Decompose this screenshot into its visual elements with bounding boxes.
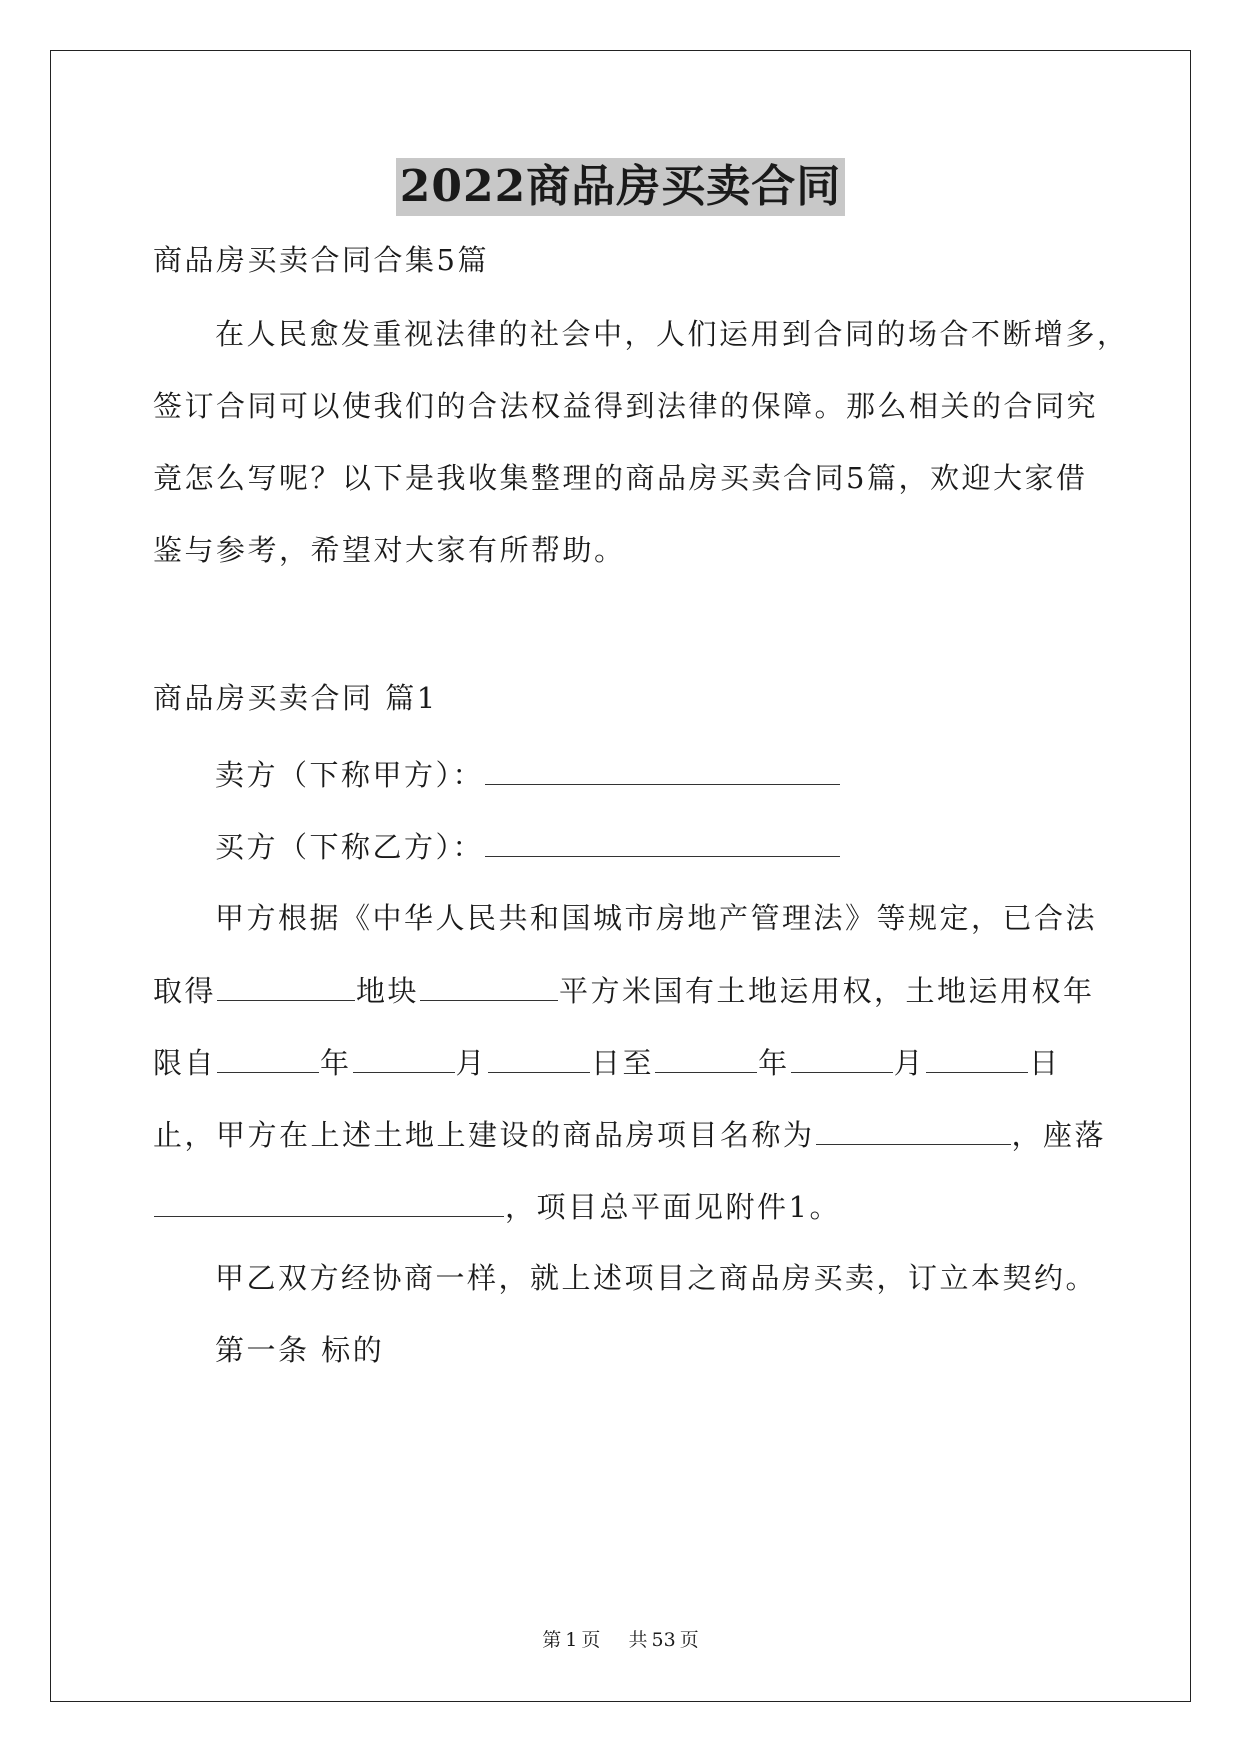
text-fragment: 止，甲方在上述土地上建设的商品房项目名称为 bbox=[153, 1118, 815, 1152]
blank-line bbox=[353, 1042, 455, 1073]
blank-line bbox=[488, 1042, 590, 1073]
text-fragment: 日 bbox=[1029, 1046, 1061, 1080]
document-title: 2022商品房买卖合同 bbox=[396, 158, 845, 216]
title-container bbox=[0, 158, 1241, 216]
page-prefix: 第 bbox=[542, 1629, 562, 1651]
text-fragment: ，座落 bbox=[1011, 1118, 1107, 1152]
text-fragment: 限自 bbox=[153, 1046, 217, 1080]
page-number: 1 bbox=[565, 1629, 578, 1651]
text-fragment: 日至 bbox=[591, 1046, 655, 1080]
para2: 甲乙双方经协商一样，就上述项目之商品房买卖，订立本契约。 bbox=[215, 1261, 1098, 1295]
intro-line-4: 鉴与参考，希望对大家有所帮助。 bbox=[153, 533, 626, 567]
total-suffix: 页 bbox=[679, 1629, 699, 1651]
blank-line bbox=[217, 1042, 319, 1073]
seller-line bbox=[215, 754, 841, 795]
intro-line-3: 竟怎么写呢？以下是我收集整理的商品房买卖合同5篇，欢迎大家借 bbox=[153, 461, 1088, 495]
buyer-label: 买方（下称乙方）： bbox=[215, 830, 485, 864]
intro-line-2: 签订合同可以使我们的合法权益得到法律的保障。那么相关的合同究 bbox=[153, 389, 1099, 423]
total-pages: 53 bbox=[651, 1629, 676, 1651]
text-fragment: 年 bbox=[758, 1046, 790, 1080]
blank-line bbox=[926, 1042, 1028, 1073]
seller-blank bbox=[485, 754, 840, 785]
article-1-heading: 第一条 标的 bbox=[215, 1333, 385, 1367]
seller-label: 卖方（下称甲方）： bbox=[215, 758, 485, 792]
page-footer bbox=[0, 1628, 1241, 1652]
para1-line-5 bbox=[153, 1186, 841, 1227]
page-suffix: 页 bbox=[581, 1629, 601, 1651]
text-fragment: 月 bbox=[455, 1046, 488, 1080]
para1-line-2 bbox=[153, 970, 1095, 1011]
blank-line bbox=[420, 970, 558, 1001]
text-fragment: 地块 bbox=[356, 974, 420, 1008]
para1-line-1: 甲方根据《中华人民共和国城市房地产管理法》等规定，已合法 bbox=[215, 901, 1098, 935]
text-fragment: 年 bbox=[320, 1046, 352, 1080]
buyer-line bbox=[215, 826, 841, 867]
blank-line bbox=[816, 1114, 1011, 1145]
para1-line-4 bbox=[153, 1114, 1106, 1155]
text-fragment: 平方米国有土地运用权，土地运用权年 bbox=[559, 974, 1095, 1008]
blank-line bbox=[791, 1042, 893, 1073]
blank-line bbox=[154, 1186, 504, 1217]
page-border bbox=[50, 50, 1191, 1702]
blank-line bbox=[217, 970, 355, 1001]
subtitle: 商品房买卖合同合集5篇 bbox=[153, 243, 489, 277]
section-heading: 商品房买卖合同 篇1 bbox=[153, 681, 438, 715]
text-fragment: ，项目总平面见附件1。 bbox=[505, 1190, 841, 1224]
text-fragment: 取得 bbox=[153, 974, 217, 1008]
para1-line-3 bbox=[153, 1042, 1061, 1083]
blank-line bbox=[655, 1042, 757, 1073]
text-fragment: 月 bbox=[893, 1046, 926, 1080]
intro-line-1: 在人民愈发重视法律的社会中，人们运用到合同的场合不断增多， bbox=[215, 317, 1129, 351]
total-prefix: 共 bbox=[628, 1629, 648, 1651]
buyer-blank bbox=[485, 826, 840, 857]
